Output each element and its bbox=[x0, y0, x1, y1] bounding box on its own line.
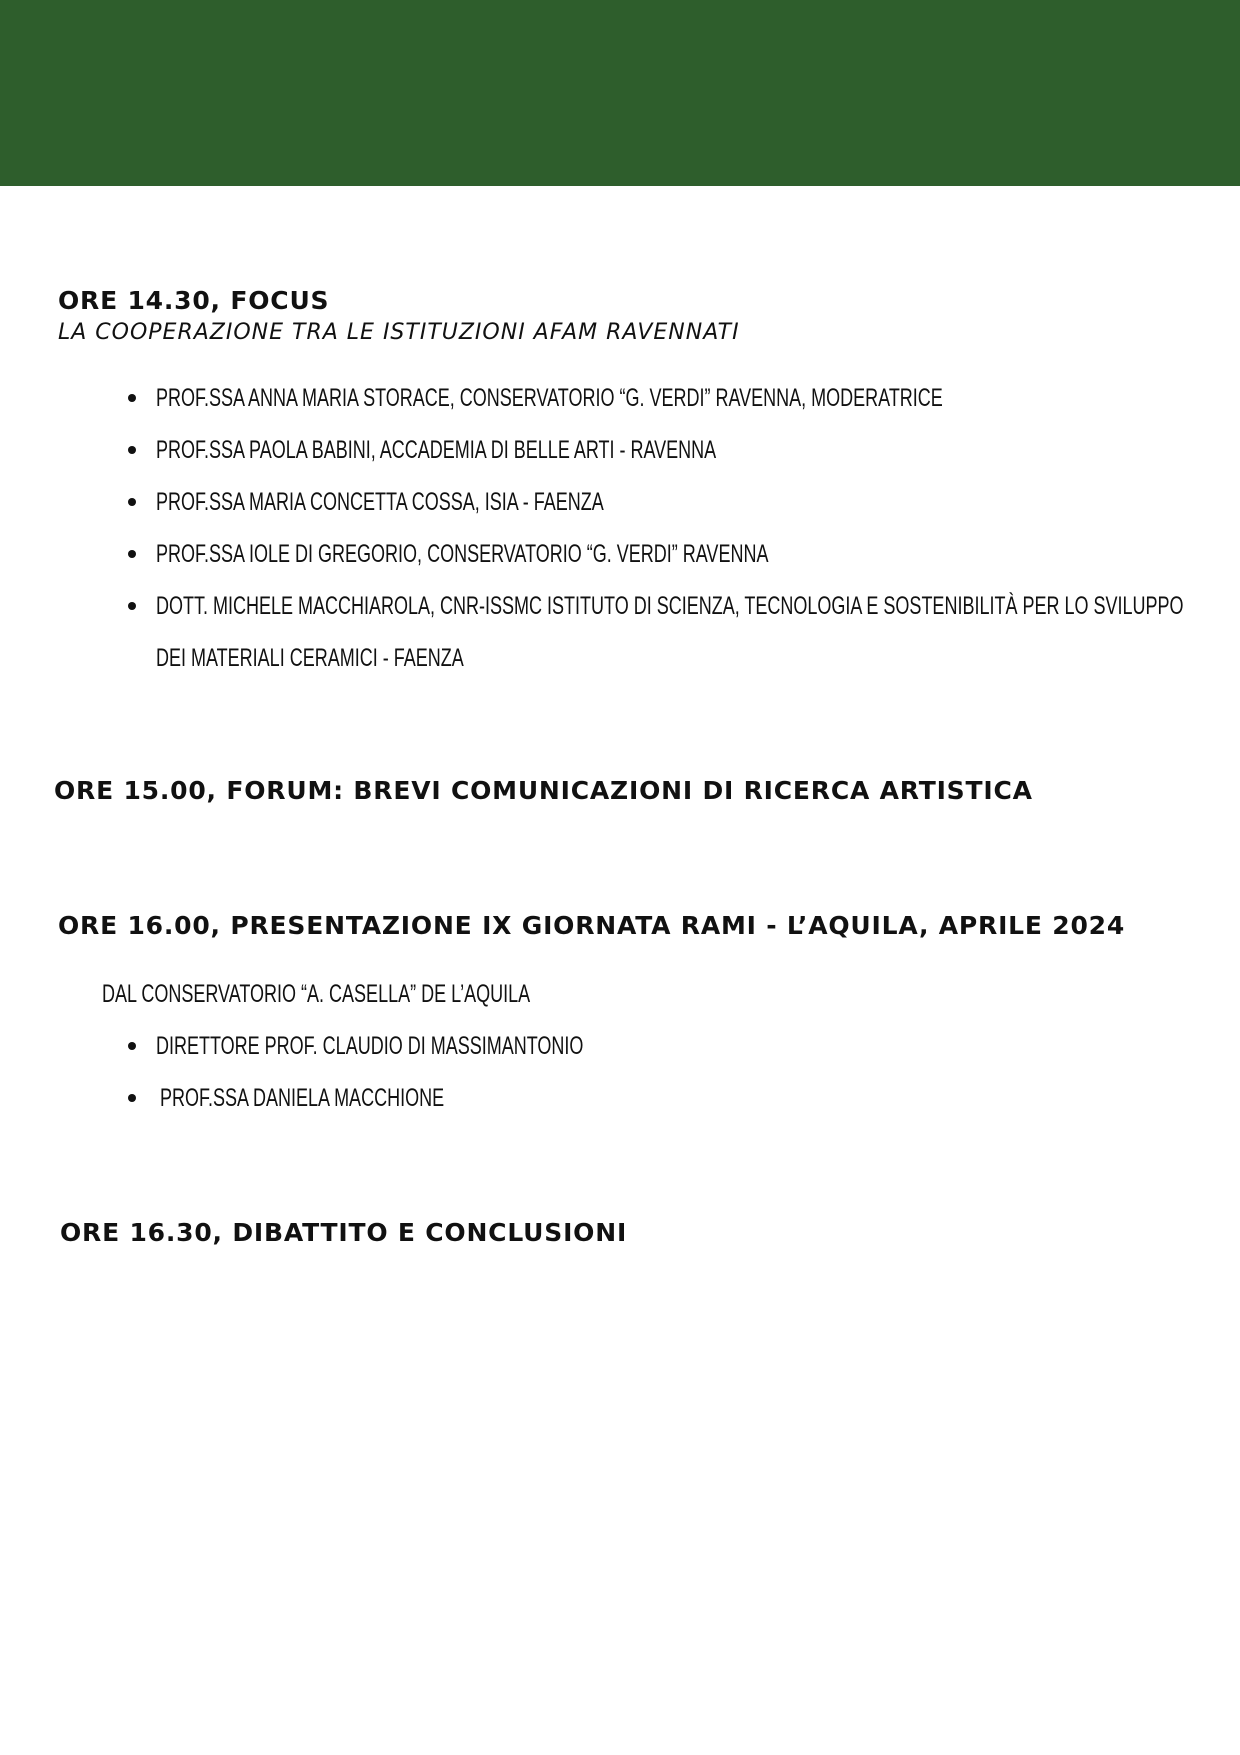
bullet-icon bbox=[128, 394, 136, 402]
presentation-speaker-list bbox=[128, 1020, 750, 1124]
forum-heading: ORE 15.00, FORUM: BREVI COMUNICAZIONI DI RICERCA ARTISTICA bbox=[54, 776, 1033, 805]
speaker-name: PROF.SSA IOLE DI GREGORIO, CONSERVATORIO “G. VERDI” RAVENNA bbox=[156, 540, 769, 568]
bullet-icon bbox=[128, 1094, 136, 1102]
speaker-name: PROF.SSA ANNA MARIA STORACE, CONSERVATORIO “G. VERDI” RAVENNA, MODERATRICE bbox=[156, 384, 943, 412]
bullet-icon bbox=[128, 498, 136, 506]
focus-subtitle: LA COOPERAZIONE TRA LE ISTITUZIONI AFAM RAVENNATI bbox=[58, 320, 740, 345]
list-item bbox=[128, 1072, 750, 1124]
speaker-name: DIRETTORE PROF. CLAUDIO DI MASSIMANTONIO bbox=[156, 1032, 584, 1060]
presentation-intro: DAL CONSERVATORIO “A. CASELLA” DE L’AQUILA bbox=[102, 980, 531, 1008]
speaker-name: PROF.SSA PAOLA BABINI, ACCADEMIA DI BELLE ARTI - RAVENNA bbox=[156, 436, 717, 464]
list-item bbox=[128, 372, 1240, 424]
bullet-icon bbox=[128, 1042, 136, 1050]
list-item bbox=[128, 476, 1240, 528]
bullet-icon bbox=[128, 550, 136, 558]
focus-heading: ORE 14.30, FOCUS bbox=[58, 286, 330, 315]
list-item bbox=[128, 424, 1240, 476]
bullet-icon bbox=[128, 602, 136, 610]
speaker-name: PROF.SSA MARIA CONCETTA COSSA, ISIA - FAENZA bbox=[156, 488, 604, 516]
list-item bbox=[128, 1020, 750, 1072]
closing-heading: ORE 16.30, DIBATTITO E CONCLUSIONI bbox=[60, 1218, 628, 1247]
speaker-name: PROF.SSA DANIELA MACCHIONE bbox=[160, 1084, 445, 1112]
header-band bbox=[0, 0, 1240, 186]
bullet-icon bbox=[128, 446, 136, 454]
list-item bbox=[128, 528, 1240, 580]
list-item bbox=[128, 580, 1240, 684]
focus-speaker-list bbox=[128, 372, 1240, 684]
presentation-heading: ORE 16.00, PRESENTAZIONE IX GIORNATA RAMI - L’AQUILA, APRILE 2024 bbox=[58, 911, 1126, 940]
speaker-name: DOTT. MICHELE MACCHIAROLA, CNR-ISSMC ISTITUTO DI SCIENZA, TECNOLOGIA E SOSTENIBILITÀ PER LO SVILUPPO DEI MATERIALI CERAMICI - FAENZA bbox=[156, 592, 1184, 672]
